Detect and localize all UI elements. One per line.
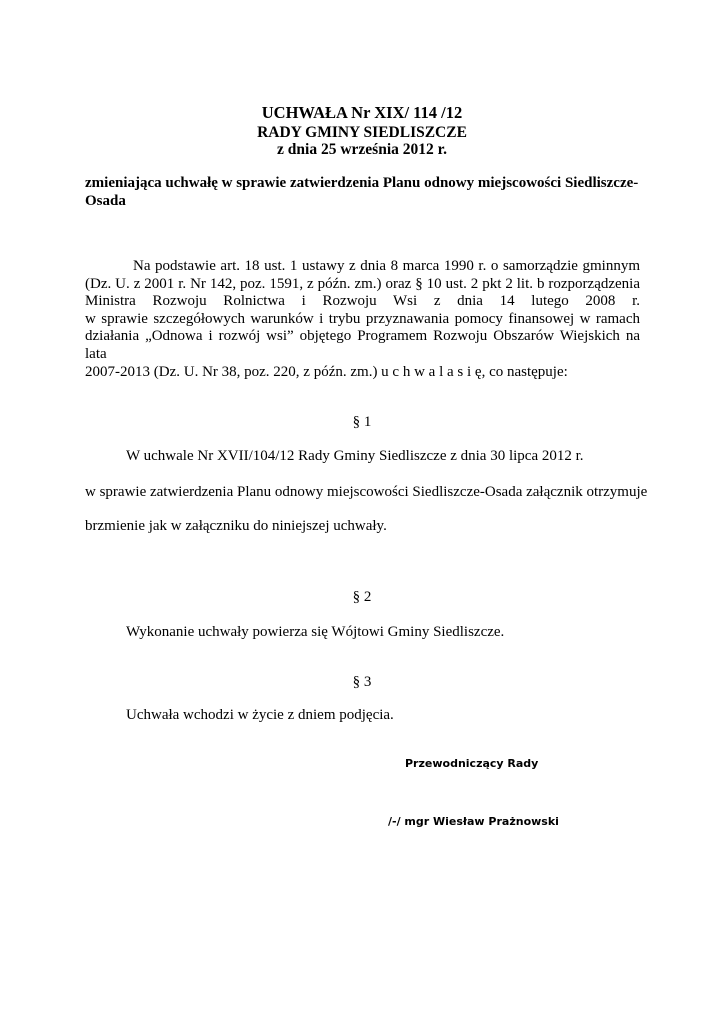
legal-basis-paragraph <box>85 258 640 381</box>
council-name: RADY GMINY SIEDLISZCZE <box>257 124 467 141</box>
signature-name: /-/ mgr Wiesław Prażnowski <box>388 815 559 828</box>
legal-basis-line: w sprawie szczegółowych warunków i trybu przyznawania pomocy finansowej w ramach <box>85 310 640 327</box>
resolution-subject <box>85 174 640 210</box>
legal-basis-line: Na podstawie art. 18 ust. 1 ustawy z dnia 8 marca 1990 r. o samorządzie gminnym <box>133 258 640 274</box>
section-2-text: Wykonanie uchwały powierza się Wójtowi Gminy Siedliszcze. <box>126 624 505 640</box>
resolution-date: z dnia 25 września 2012 r. <box>277 141 447 158</box>
subject-line-1: zmieniająca uchwałę w sprawie zatwierdzenia Planu odnowy miejscowości Siedliszcze- <box>85 175 639 191</box>
resolution-title: UCHWAŁA Nr XIX/ 114 /12 <box>261 103 463 122</box>
section-3-text: Uchwała wchodzi w życie z dniem podjęcia. <box>126 707 394 723</box>
legal-basis-line: 2007-2013 (Dz. U. Nr 38, poz. 220, z późn. zm.) u c h w a l a s i ę, co następuje: <box>85 363 568 380</box>
section-1-line-3: brzmienie jak w załączniku do niniejszej uchwały. <box>85 518 387 534</box>
section-3-heading: § 3 <box>352 674 372 690</box>
section-1-heading: § 1 <box>352 414 372 430</box>
legal-basis-line: Ministra Rozwoju Rolnictwa i Rozwoju Wsi z dnia 14 lutego 2008 r. <box>85 293 640 310</box>
signature-role: Przewodniczący Rady <box>405 757 539 770</box>
section-1-line-1: W uchwale Nr XVII/104/12 Rady Gminy Siedliszcze z dnia 30 lipca 2012 r. <box>126 448 584 464</box>
section-2-heading: § 2 <box>352 589 372 605</box>
legal-basis-line: działania „Odnowa i rozwój wsi” objętego Programem Rozwoju Obszarów Wiejskich na lata <box>85 328 640 362</box>
subject-line-2: Osada <box>85 193 126 209</box>
section-1-line-2: w sprawie zatwierdzenia Planu odnowy miejscowości Siedliszcze-Osada załącznik otrzymuje <box>85 484 648 500</box>
legal-basis-line: (Dz. U. z 2001 r. Nr 142, poz. 1591, z późn. zm.) oraz § 10 ust. 2 pkt 2 lit. b rozporządzenia <box>85 275 640 292</box>
